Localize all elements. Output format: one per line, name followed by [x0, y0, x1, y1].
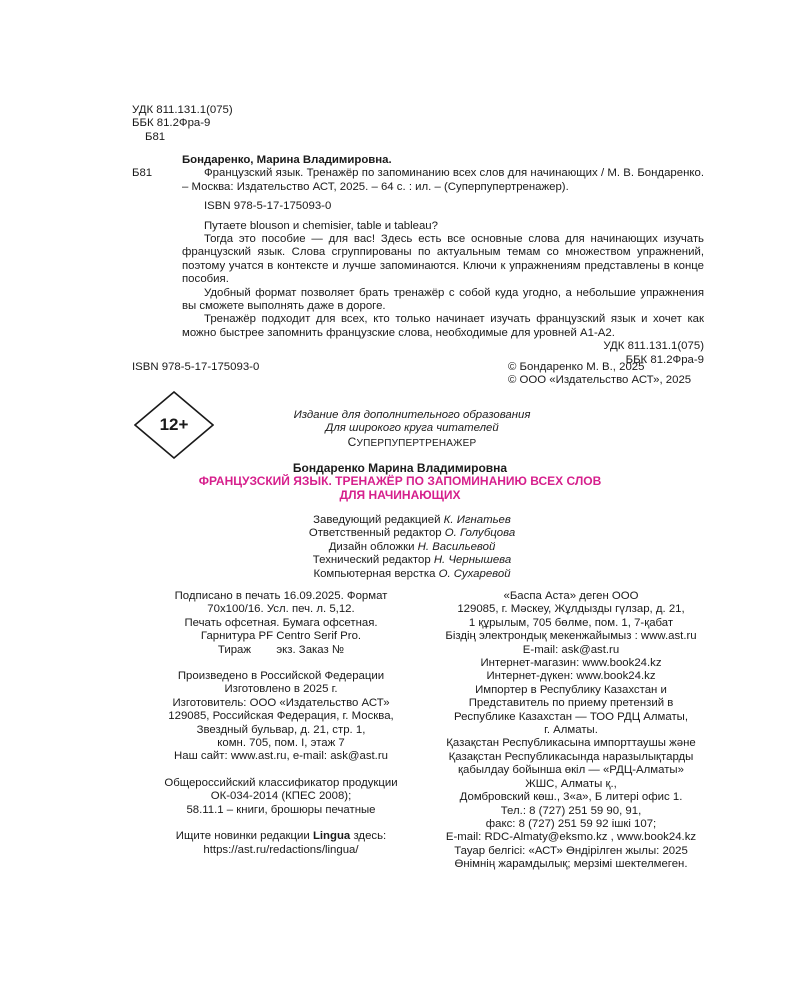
book-author: Бондаренко Марина Владимировна: [292, 461, 508, 475]
staff-name: О. Голубцова: [444, 527, 516, 540]
annotation-para-4: Тренажёр подходит для всех, кто только начинает изучать французский язык и хочет как можно быстрее запомнить французские слова, необходимые для уровней А1-А2.: [182, 313, 704, 339]
isbn-line: ISBN 978-5-17-175093-0: [132, 361, 260, 373]
producer-info-line: Звездный бульвар, д. 21, стр. 1,: [196, 723, 366, 736]
classification-codes: [132, 104, 233, 144]
copyright-author: © Бондаренко М. В., 2025: [508, 361, 645, 373]
kz-info-line: Представитель по приему претензий в: [468, 697, 674, 710]
staff-row: [232, 514, 592, 527]
kz-info-line: Тел.: 8 (727) 251 59 90, 91,: [500, 804, 642, 817]
print-info-line: Гарнитура PF Centro Serif Pro.: [200, 630, 362, 643]
age-rating-label: 12+: [159, 415, 189, 435]
print-info-column: [120, 590, 442, 857]
title-block: [160, 462, 640, 502]
lingua-prefix: Ищите новинки редакции: [175, 830, 313, 843]
kz-info-line: Республике Казахстан — ТОО РДЦ Алматы,: [453, 710, 689, 723]
staff-row: [232, 568, 592, 581]
biblio-isbn: ISBN 978-5-17-175093-0: [204, 200, 332, 213]
staff-role: Заведующий редакцией: [313, 514, 444, 526]
staff-role: Компьютерная верстка: [313, 567, 439, 580]
lingua-promo: [120, 830, 442, 843]
print-info-line: 70x100/16. Усл. печ. л. 5,12.: [207, 603, 355, 616]
classifier-line: 58.11.1 – книги, брошюры печатные: [186, 803, 376, 816]
kz-info-line: Тауар белгісі: «АСТ» Өндірілген жылы: 2025: [454, 844, 688, 857]
print-info-line: Подписано в печать 16.09.2025. Формат: [174, 590, 388, 602]
staff-row: [232, 541, 592, 554]
print-info-line: Тираж экз. Заказ №: [217, 643, 345, 656]
staff-role: Дизайн обложки: [328, 540, 418, 553]
kz-info-line: «Баспа Аста» деген ООО: [503, 590, 639, 602]
kz-info-column: [418, 590, 724, 872]
kz-info-line: г. Алматы.: [544, 724, 598, 737]
margin-author-sign: Б81: [132, 167, 153, 179]
kz-info-line: факс: 8 (727) 251 59 92 ішкі 107;: [485, 817, 657, 830]
kz-info-line: Өнімнің жарамдылық; мерзімі шектелмеген.: [454, 858, 688, 871]
kz-info-line: E-mail: ask@ast.ru: [522, 643, 620, 656]
kz-info-line: Қазақстан Республикасында наразылықтарды: [448, 750, 694, 763]
kz-info-line: ЖШС, Алматы қ.,: [525, 777, 617, 790]
biblio-author: Бондаренко, Марина Владимировна.: [182, 154, 392, 166]
kz-info-line: 1 құрылым, 705 бөлме, пом. 1, 7-қабат: [468, 616, 674, 629]
staff-name: О. Сухаревой: [438, 567, 511, 580]
kz-info-line: Импортер в Республику Казахстан и: [475, 683, 667, 696]
copyright-block: [508, 361, 691, 388]
staff-row: [232, 527, 592, 540]
udk-code: УДК 811.131.1(075): [132, 104, 233, 116]
classifier-line: Общероссийский классификатор продукции: [164, 776, 398, 789]
edition-audience: Для широкого круга читателей: [325, 422, 499, 435]
staff-role: Технический редактор: [312, 554, 434, 567]
lingua-brand: Lingua: [312, 830, 351, 843]
kz-info-line: Біздің электрондық мекенжайымыз : www.ast.ru: [445, 630, 697, 643]
kz-info-line: E-mail: RDC-Almaty@eksmo.kz , www.book24.kz: [445, 831, 697, 844]
lingua-suffix: здесь:: [350, 830, 387, 843]
editorial-staff: [232, 514, 592, 581]
series-name-rest: УПЕРПУПЕРТРЕНАЖЕР: [356, 437, 477, 449]
producer-info-line: комн. 705, пом. I, этаж 7: [217, 737, 345, 750]
annotation-para-3: Удобный формат позволяет брать тренажёр с собой куда угодно, а небольшие упражнения вы сможете выполнять даже в дороге.: [182, 286, 704, 313]
biblio-bbk: ББК 81.2Фра-9: [625, 353, 704, 366]
producer-info-line: Изготовлено в 2025 г.: [224, 683, 338, 696]
staff-name: К. Игнатьев: [443, 514, 511, 526]
edition-purpose: Издание для дополнительного образования: [293, 409, 531, 421]
copyright-publisher: © ООО «Издательство АСТ», 2025: [508, 374, 692, 387]
edition-info: [232, 409, 592, 450]
producer-info-line: 129085, Российская Федерация, г. Москва,: [168, 710, 394, 723]
print-info-line: Печать офсетная. Бумага офсетная.: [184, 616, 378, 629]
annotation-para-1: Путаете blouson и chemisier, table и tableau?: [204, 219, 438, 232]
series-name-cap: С: [347, 434, 357, 449]
staff-role: Ответственный редактор: [308, 527, 445, 540]
staff-name: Н. Васильевой: [417, 540, 496, 553]
book-title-line-2: ДЛЯ НАЧИНАЮЩИХ: [339, 487, 461, 502]
kz-info-line: Домбровский көш., 3«а», Б литері офис 1.: [459, 791, 683, 804]
producer-info-line: Наш сайт: www.ast.ru, e-mail: ask@ast.ru: [174, 750, 388, 763]
biblio-udk: УДК 811.131.1(075): [603, 340, 704, 353]
author-sign: Б81: [145, 130, 166, 143]
bbk-code: ББК 81.2Фра-9: [132, 117, 211, 130]
biblio-description: Французский язык. Тренажёр по запоминанию всех слов для начинающих / М. В. Бондаренко. – Москва: Издательство АСТ, 2025. – 64 с. : ил. – (Суперпупертренажер).: [182, 167, 704, 193]
bibliographic-record: [182, 154, 704, 367]
lingua-url: https://ast.ru/redactions/lingua/: [203, 843, 359, 856]
annotation-para-2: Тогда это пособие — для вас! Здесь есть все основные слова для начинающих изучать французский язык. Слова сгруппированы по актуальным темам со множеством упражнений, поэтому учатся в контексте и лучше запоминаются. Ключи к упражнениям представлены в конце пособия.: [182, 233, 704, 286]
producer-info-line: Произведено в Российской Федерации: [177, 670, 385, 683]
classifier-line: ОК-034-2014 (КПЕС 2008);: [210, 790, 352, 803]
kz-info-line: Қазақстан Республикасына импорттаушы және: [446, 737, 696, 750]
kz-info-line: қабылдау бойынша өкіл — «РДЦ-Алматы»: [458, 764, 684, 777]
book-title-line-1: ФРАНЦУЗСКИЙ ЯЗЫК. ТРЕНАЖЁР ПО ЗАПОМИНАНИЮ ВСЕХ СЛОВ: [198, 474, 602, 489]
kz-info-line: Интернет-магазин: www.book24.kz: [480, 657, 662, 670]
kz-info-line: Интернет-дүкен: www.book24.kz: [486, 670, 656, 683]
staff-name: Н. Чернышева: [433, 554, 512, 567]
producer-info-line: Изготовитель: ООО «Издательство АСТ»: [172, 696, 390, 709]
series-name: [232, 436, 592, 450]
age-rating-badge: [134, 391, 214, 459]
kz-info-line: 129085, г. Мәскеу, Жұлдызды гүлзар, д. 21,: [457, 603, 685, 616]
staff-row: [232, 554, 592, 567]
